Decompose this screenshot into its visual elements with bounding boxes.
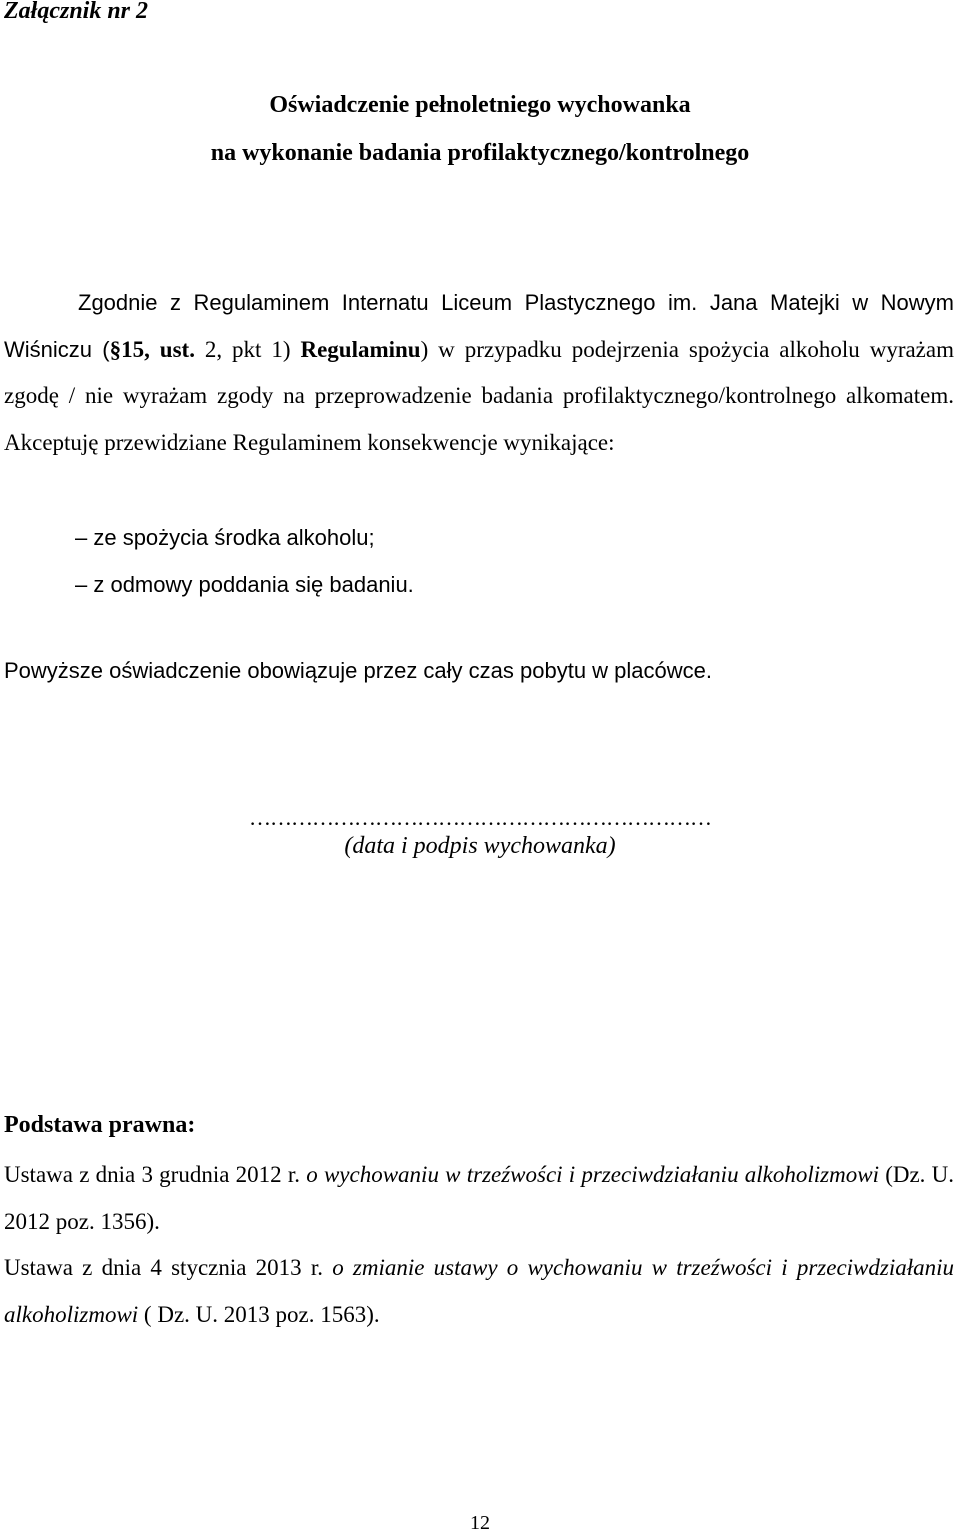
- consequences-list: [75, 515, 414, 608]
- regulation-name: Regulaminu: [300, 336, 421, 362]
- document-subtitle: na wykonanie badania profilaktycznego/kontrolnego: [210, 140, 750, 166]
- legal-act-2-title: o zmianie ustawy o wychowaniu w trzeźwości i przeciwdziałaniu alkoholizmowi: [4, 1255, 954, 1327]
- legal-act-1-prefix: Ustawa z dnia 3 grudnia 2012 r.: [4, 1162, 307, 1187]
- section-sign: §: [109, 336, 122, 362]
- legal-act-1-citation: (Dz. U. 2012 poz. 1356).: [4, 1162, 954, 1234]
- legal-act-1-title: o wychowaniu w trzeźwości i przeciwdziałaniu alkoholizmowi: [306, 1162, 879, 1187]
- consent-text-intro: Zgodnie z Regulaminem Internatu Liceum Plastycznego im. Jana Matejki w Nowym Wiśniczu (: [4, 290, 954, 362]
- consent-paragraph: [4, 280, 954, 466]
- consent-text-rest: ) w przypadku podejrzenia spożycia alkoholu wyrażam zgodę / nie wyrażam zgody na przeprowadzenie badania profilaktycznego/kontrolnego alkomatem. Akceptuję przewidziane Regulaminem konsekwencje wynikające:: [4, 336, 954, 455]
- legal-act-2-citation: ( Dz. U. 2013 poz. 1563).: [138, 1301, 380, 1327]
- signature-caption: (data i podpis wychowanka): [344, 833, 616, 859]
- attachment-label: Załącznik nr 2: [4, 0, 149, 24]
- document-title: Oświadczenie pełnoletniego wychowanka: [269, 92, 691, 118]
- legal-basis-heading: Podstawa prawna:: [4, 1112, 196, 1138]
- page-number: 12: [470, 1512, 490, 1534]
- list-item: – z odmowy poddania się badaniu.: [75, 571, 414, 597]
- legal-act-2: [4, 1245, 954, 1338]
- legal-act-2-prefix: Ustawa z dnia 4 stycznia 2013 r.: [4, 1255, 333, 1280]
- regulation-reference: 15, ust.: [121, 336, 195, 362]
- regulation-point: 2, pkt 1): [194, 336, 301, 362]
- legal-act-1: [4, 1152, 954, 1245]
- signature-line: …………………………………………………………: [249, 805, 711, 830]
- list-item: – ze spożycia środka alkoholu;: [75, 525, 375, 550]
- validity-statement: Powyższe oświadczenie obowiązuje przez cały czas pobytu w placówce.: [4, 658, 713, 683]
